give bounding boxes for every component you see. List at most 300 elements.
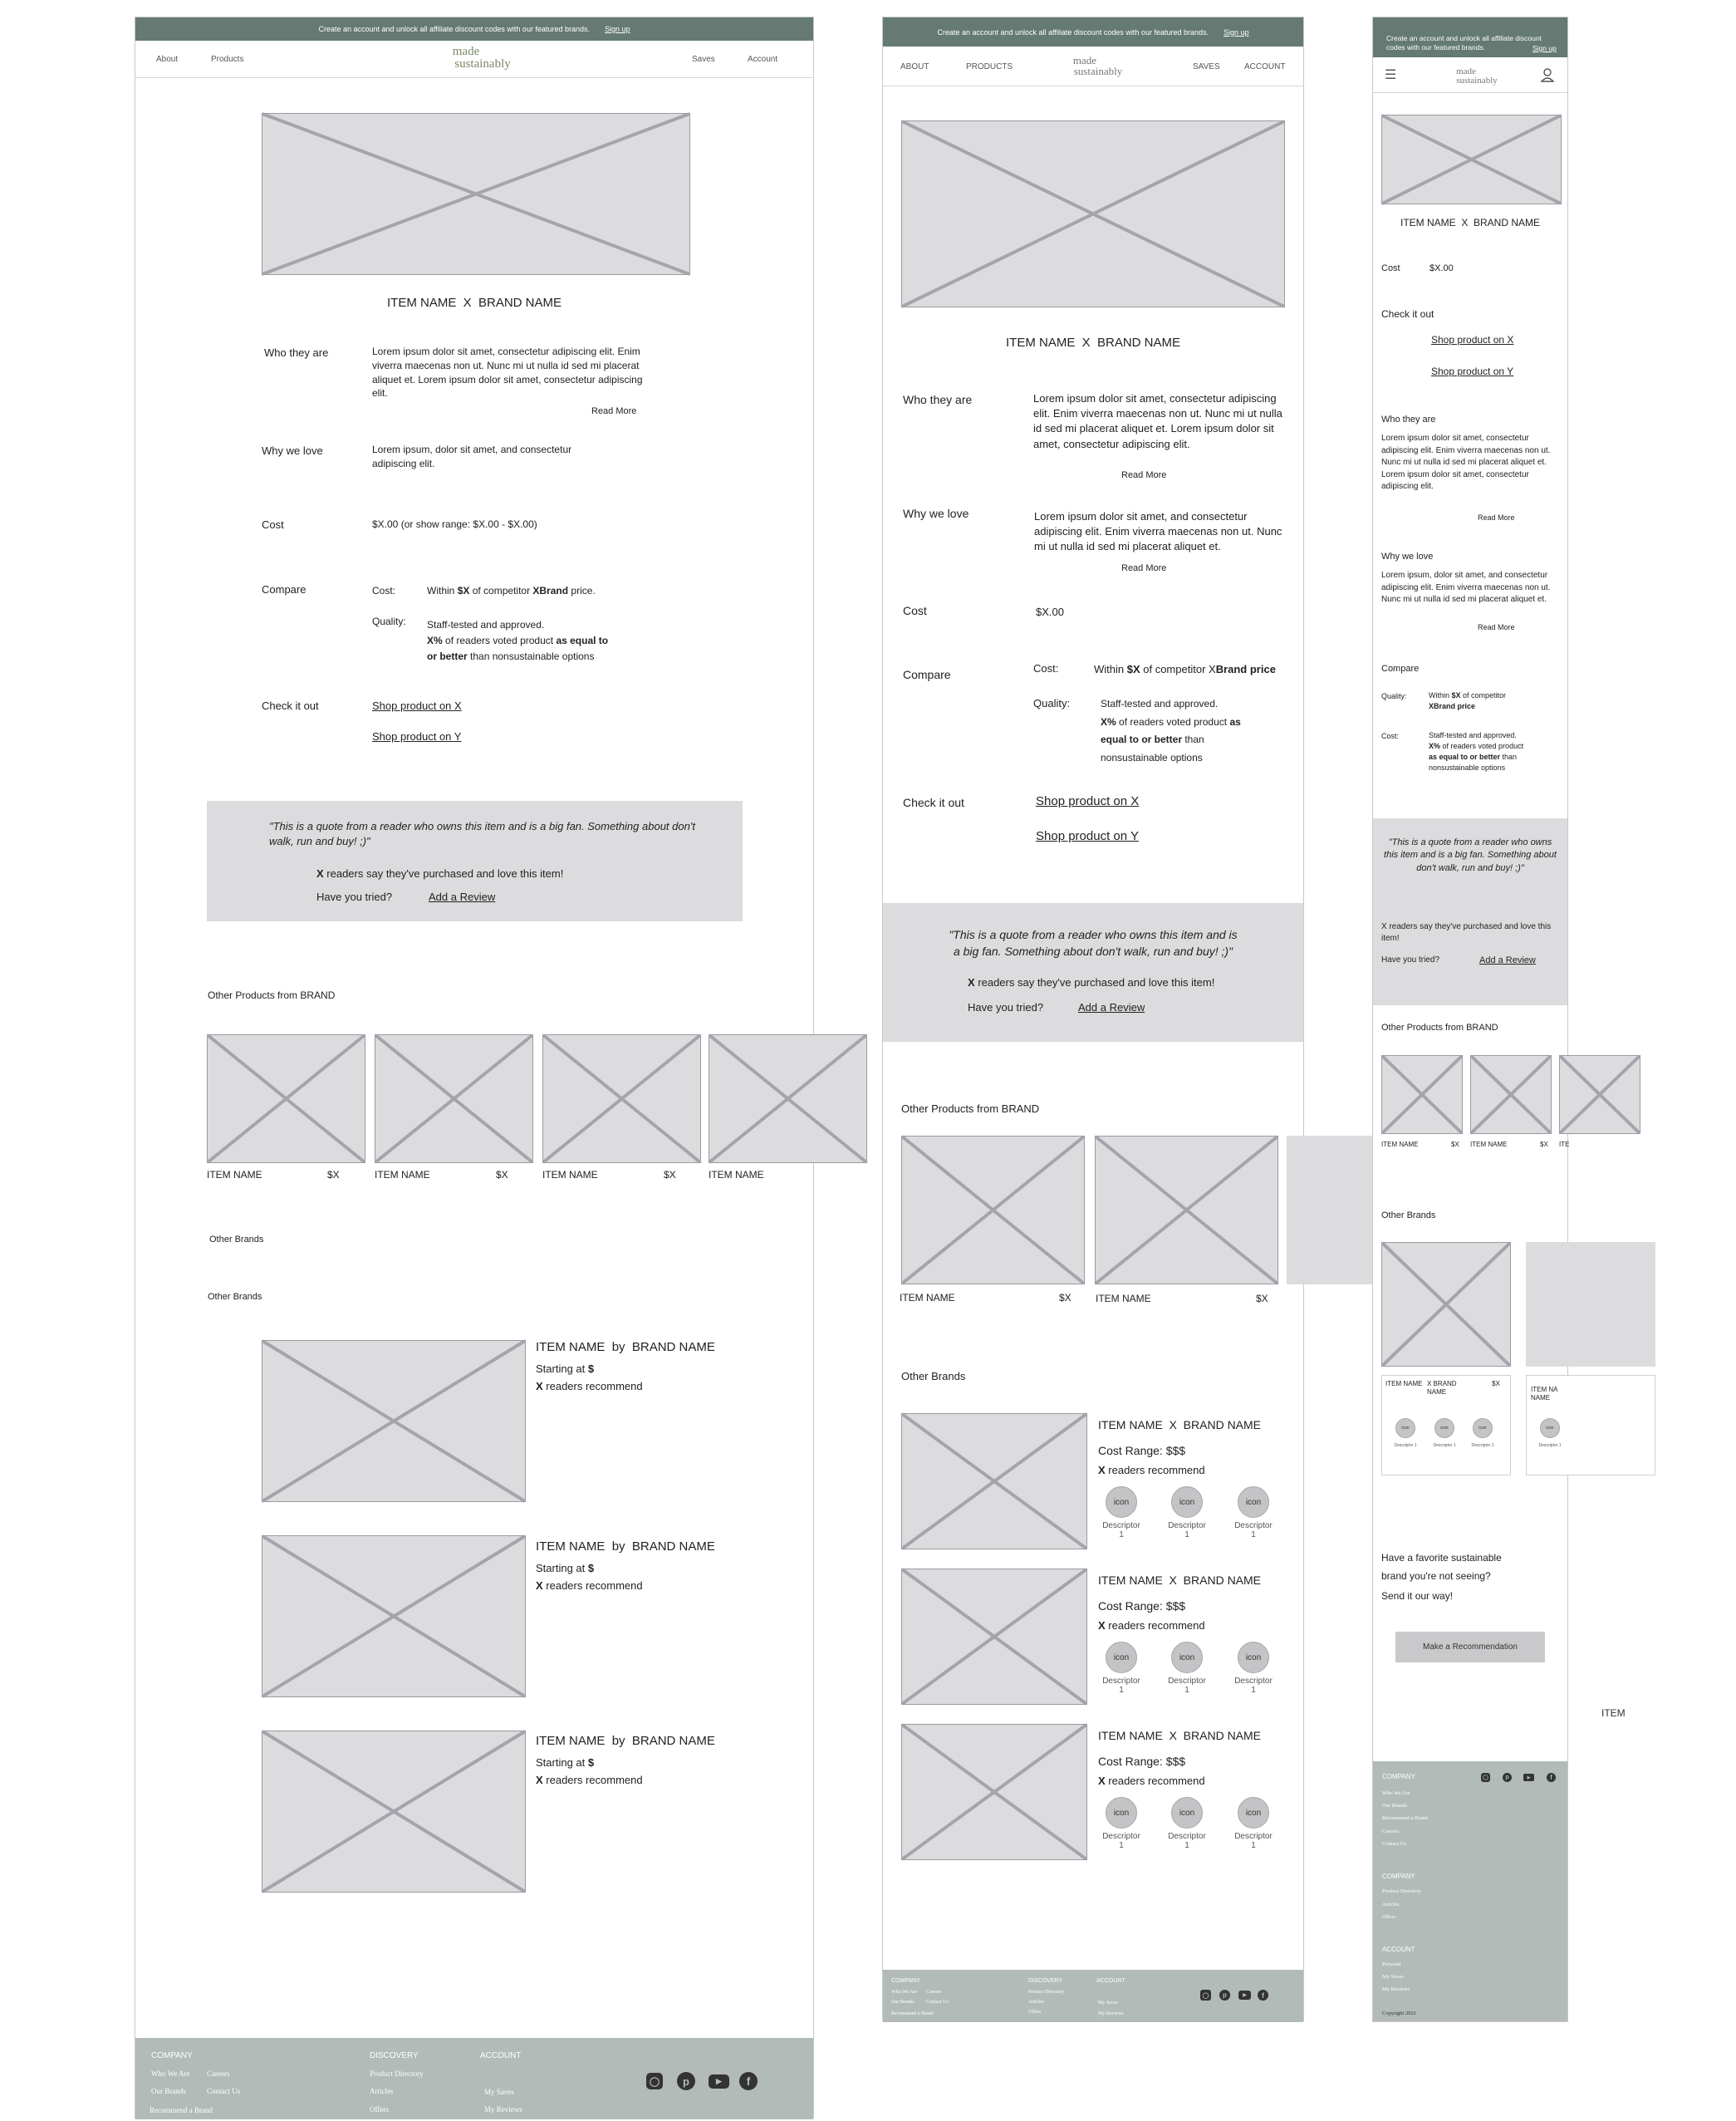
text-line: Descriptor (1234, 1832, 1273, 1841)
compare-cost-text (427, 585, 596, 597)
text-line: Descriptor (1234, 1677, 1273, 1686)
banner-text: Create an account and unlock all affiliate discount (1386, 34, 1542, 42)
who-text: Lorem ipsum dolor sit amet, consectetur adipiscing elit. Enim viverra maecenas non ut. Nunc mi ut nulla id sed mi placerat aliquet et. Lorem ipsum dolor sit amet, consectetur adipiscing elit. (1033, 392, 1282, 450)
facebook-icon[interactable]: f (1258, 1990, 1268, 2001)
text-span: Within (1094, 663, 1127, 675)
text-span: as (1229, 715, 1241, 728)
cost-label: Cost (262, 518, 284, 531)
hero-image (262, 113, 690, 275)
other-brands-heading: Other Brands (209, 1235, 264, 1245)
brand-card-item: ITEM NAME (1385, 1380, 1423, 1387)
tablet-frame (882, 17, 1304, 2021)
who-text: Lorem ipsum dolor sit amet, consectetur adipiscing elit. Enim viverra maecenas non ut. Nunc mi ut nulla id sed mi placerat aliquet et. Lorem ipsum dolor sit amet, consectetur adipiscing elit. (372, 346, 643, 400)
descriptor-label (1162, 1521, 1212, 1539)
text-line (1429, 741, 1566, 752)
logo-line1: made (452, 45, 480, 58)
add-review-link[interactable]: Add a Review (429, 891, 496, 903)
nav-products[interactable]: PRODUCTS (966, 62, 1013, 71)
footer-link-contact-us[interactable]: Contact Us (926, 2000, 949, 2005)
logo-line2: sustainably (1456, 76, 1498, 86)
check-label: Check it out (1381, 308, 1434, 320)
footer-link-offers[interactable]: Offers (1028, 2010, 1042, 2015)
nav-products[interactable]: Products (211, 55, 244, 64)
descriptor-icon: icon (1171, 1486, 1203, 1518)
product-name: ITEM NAME (1096, 1293, 1151, 1304)
footer-link-offers[interactable]: Offers (370, 2105, 389, 2114)
text-span: $ (587, 1562, 595, 1574)
why-label: Why we love (262, 444, 323, 457)
brand-item-title (536, 1539, 715, 1554)
who-label: Who they are (903, 393, 973, 406)
menu-icon[interactable]: ☰ (1385, 68, 1397, 82)
shop-x-link[interactable]: Shop product on X (1036, 794, 1140, 808)
text-span: BRAND NAME (631, 1539, 715, 1554)
product-price: $X (664, 1169, 676, 1181)
footer-link-my-saves[interactable]: My Saves (484, 2088, 514, 2096)
brand-image[interactable] (1526, 1242, 1655, 1367)
product-thumb[interactable] (542, 1034, 701, 1163)
descriptor-label (1228, 1677, 1278, 1695)
footer-link-who-we-are[interactable]: Who We Are (1382, 1790, 1410, 1796)
purchased-text (316, 867, 563, 880)
footer-link-careers[interactable]: Careers (207, 2069, 230, 2078)
brand-card-info (1381, 1375, 1511, 1475)
quote-line: "This is a quote from a reader who owns this item and is (949, 928, 1238, 941)
promo-banner (1373, 17, 1567, 57)
brand-image[interactable] (262, 1535, 526, 1697)
product-thumb[interactable] (1381, 1055, 1463, 1134)
product-price: $X (327, 1169, 340, 1181)
quote-text: "This is a quote from a reader who owns this item and is a big fan. Something about don't walk, run and buy! ;)" (1384, 837, 1557, 873)
product-name: ITEM NAME (1381, 1141, 1419, 1148)
brand-starting-price (536, 1362, 594, 1375)
text-span: Within (427, 585, 458, 597)
brand-item-title: ITEM NAME X BRAND NAME (1098, 1574, 1262, 1587)
text-line: Staff-tested and approved. (427, 619, 545, 631)
text-line: 1 (1119, 1530, 1124, 1539)
product-price: $X (1256, 1293, 1268, 1304)
compare-cost-text (1429, 730, 1566, 773)
product-price: $X (1451, 1141, 1459, 1148)
text-span: than nonsustainable options (467, 651, 595, 663)
product-thumb[interactable] (709, 1034, 867, 1163)
brand-recommend (536, 1579, 643, 1592)
descriptor-label (1228, 1832, 1278, 1850)
descriptor-icon: icon (1106, 1797, 1137, 1829)
text-line: 1 (1184, 1686, 1189, 1695)
footer-company-heading: COMPANY (1382, 1873, 1415, 1880)
other-brands-heading: Other Brands (208, 1292, 262, 1302)
promo-banner (883, 17, 1303, 47)
descriptor-icon: icon (1473, 1418, 1493, 1438)
descriptor-icon: icon (1171, 1797, 1203, 1829)
quote-text: "This is a quote from a reader who owns this item and is a big fan. Something about don't walk, run and buy! ;)" (269, 820, 695, 848)
cost-value: $X.00 (or show range: $X.00 - $X.00) (372, 518, 537, 530)
footer-link-recommend-brand[interactable]: Recommend a Brand (1382, 1815, 1428, 1821)
reader-quote-box (207, 801, 743, 921)
footer-link-recommend-brand[interactable]: Recommend a Brand (891, 2011, 934, 2016)
descriptor-label (1096, 1521, 1146, 1539)
pinterest-icon[interactable]: p (677, 2072, 695, 2090)
text-span: readers say they've purchased and love this item! (323, 867, 564, 880)
youtube-icon[interactable]: ▶ (1238, 1991, 1251, 2000)
descriptor-icon: icon (1106, 1486, 1137, 1518)
text-line: 1 (1184, 1841, 1189, 1850)
footer-account-heading: ACCOUNT (480, 2051, 522, 2060)
text-line: Staff-tested and approved. (1429, 731, 1517, 739)
text-line: 1 (1251, 1530, 1256, 1539)
favorite-brand-line: brand you're not seeing? (1381, 1570, 1491, 1582)
footer-link-my-saves[interactable]: My Saves (1098, 2001, 1118, 2006)
text-span: ITEM NAME (536, 1539, 606, 1554)
text-span: Starting at (536, 1756, 588, 1769)
text-span: XBrand price (1429, 702, 1476, 711)
logo-line1: made (1072, 54, 1097, 66)
compare-label: Compare (262, 583, 306, 596)
brand-cost-range: Cost Range: $$$ (1098, 1755, 1186, 1768)
product-thumb[interactable] (1095, 1136, 1278, 1284)
descriptor-label: Descriptor 1 (1394, 1443, 1417, 1448)
purchased-text: X readers say they've purchased and love this item! (1381, 922, 1552, 943)
footer-link-articles[interactable]: Articles (370, 2087, 394, 2095)
logo-line2: sustainably (454, 57, 511, 71)
account-icon[interactable] (1540, 67, 1555, 82)
logo-line1: made (1456, 66, 1476, 76)
product-title: ITEM NAME X BRAND NAME (1400, 217, 1541, 228)
product-name: ITEM NAME (1470, 1141, 1508, 1148)
favorite-brand-line: Send it our way! (1381, 1590, 1454, 1602)
footer-link-contact-us[interactable]: Contact Us (207, 2087, 241, 2095)
text-span: X% (1429, 742, 1441, 751)
compare-cost-text (1094, 663, 1276, 675)
footer-link-recommend-brand[interactable]: Recommend a Brand (150, 2106, 213, 2114)
descriptor-label (1162, 1677, 1212, 1695)
text-span: $ (587, 1362, 595, 1375)
shop-x-link[interactable]: Shop product on X (1431, 334, 1514, 346)
descriptor-icon: icon (1238, 1486, 1269, 1518)
hero-image (1381, 115, 1562, 204)
footer-link-careers[interactable]: Careers (1382, 1829, 1399, 1834)
who-label: Who they are (264, 346, 329, 359)
footer-link-contact-us[interactable]: Contact Us (1382, 1841, 1407, 1847)
product-thumb[interactable] (1470, 1055, 1552, 1134)
text-span: Brand price (1215, 663, 1276, 675)
text-line (427, 633, 668, 649)
descriptor-label (1162, 1832, 1212, 1850)
footer-link-our-brands[interactable]: Our Brands (891, 2000, 915, 2005)
why-label: Why we love (1381, 552, 1434, 562)
pinterest-icon[interactable]: p (1219, 1990, 1230, 2001)
product-thumb[interactable] (1559, 1055, 1640, 1134)
product-title: ITEM NAME X BRAND NAME (386, 296, 562, 310)
text-span: of competitor (469, 585, 533, 597)
banner-text: Create an account and unlock all affiliate discount codes with our featured brands. (318, 25, 590, 33)
text-span: X (1098, 1464, 1106, 1476)
nav-about[interactable]: ABOUT (900, 62, 929, 71)
compare-cost-label: Cost: (372, 585, 396, 597)
other-products-heading: Other Products from BRAND (208, 989, 336, 1001)
text-span: ITEM NAME (536, 1734, 606, 1748)
product-price: $X (1059, 1292, 1072, 1304)
brand-recommend (1098, 1464, 1205, 1476)
descriptor-label (1096, 1832, 1146, 1850)
add-review-link[interactable]: Add a Review (1078, 1001, 1145, 1014)
who-label: Who they are (1381, 415, 1436, 425)
product-name: ITEM NAME (900, 1292, 955, 1304)
descriptor-icon: icon (1238, 1797, 1269, 1829)
youtube-icon[interactable]: ▶ (709, 2074, 729, 2089)
product-thumb[interactable] (375, 1034, 533, 1163)
text-span: Starting at (536, 1562, 588, 1574)
brand-item-title (536, 1340, 715, 1354)
footer-copyright: Copyright 2021 (1382, 2011, 1416, 2016)
text-line: Descriptor (1168, 1832, 1206, 1841)
footer-link-my-reviews[interactable]: My Reviews (484, 2105, 522, 2114)
reader-quote-box (883, 903, 1303, 1042)
descriptor-label: Descriptor 1 (1433, 1443, 1456, 1448)
signup-link[interactable]: Sign up (1224, 27, 1249, 37)
descriptor-icon: icon (1540, 1418, 1560, 1438)
product-title: ITEM NAME X BRAND NAME (1005, 336, 1181, 350)
nav-account[interactable]: Account (748, 55, 778, 64)
site-footer (1373, 1761, 1567, 2021)
text-line: 1 (1251, 1841, 1256, 1850)
have-tried-text: Have you tried? (316, 891, 393, 903)
text-span: by (611, 1340, 625, 1354)
quote-line: a big fan. Something about don't walk, run and buy! ;)" (953, 945, 1233, 958)
youtube-icon[interactable]: ▶ (1523, 1774, 1534, 1781)
brand-image[interactable] (262, 1340, 526, 1502)
hero-image (901, 120, 1285, 307)
text-line (1429, 701, 1562, 712)
product-price: $X (496, 1169, 508, 1181)
brand-card-item: ITEM NA NAME (1531, 1386, 1558, 1402)
text-span: X (536, 1380, 543, 1392)
desktop-frame (135, 17, 814, 2119)
descriptor-icon: icon (1434, 1418, 1454, 1438)
text-span: Starting at (536, 1362, 588, 1375)
cost-label: Cost (903, 604, 927, 617)
brand-recommend (1098, 1619, 1205, 1632)
compare-label: Compare (903, 668, 951, 681)
footer-link-my-reviews[interactable]: My Reviews (1382, 1986, 1410, 1992)
text-span: readers recommend (542, 1380, 643, 1392)
shop-y-link[interactable]: Shop product on Y (1036, 829, 1139, 843)
banner-text: codes with our featured brands. (1386, 43, 1486, 52)
product-thumb[interactable] (207, 1034, 365, 1163)
instagram-icon[interactable]: ◯ (646, 2073, 663, 2089)
footer-company-heading: COMPANY (1382, 1773, 1415, 1780)
why-text: Lorem ipsum, dolor sit amet, and consectetur adipiscing elit. Enim viverra maecenas non ut. Nunc mi ut nulla id sed mi placerat aliquet et. (1381, 571, 1551, 604)
signup-link[interactable]: Sign up (605, 25, 630, 33)
text-span: of readers voted product (442, 635, 557, 647)
text-line: Descriptor (1102, 1521, 1140, 1530)
brand-cost-range: Cost Range: $$$ (1098, 1599, 1186, 1613)
text-line: Descriptor (1234, 1521, 1273, 1530)
site-logo[interactable] (1431, 67, 1514, 86)
text-span: than (1500, 753, 1518, 762)
brand-image[interactable] (901, 1413, 1087, 1549)
compare-quality-text (427, 617, 668, 665)
text-span: X (536, 1774, 543, 1786)
compare-label: Compare (1381, 664, 1420, 674)
brand-item-title: ITEM NAME X BRAND NAME (1098, 1418, 1262, 1431)
footer-company-heading: COMPANY (891, 1978, 920, 1984)
instagram-icon[interactable]: ◯ (1200, 1990, 1211, 2001)
footer-link-our-brands[interactable]: Our Brands (1382, 1803, 1408, 1809)
compare-quality-label: Quality: (372, 616, 406, 627)
footer-link-articles[interactable]: Articles (1028, 2000, 1044, 2005)
descriptor-label: Descriptor 1 (1471, 1443, 1494, 1448)
who-text: Lorem ipsum dolor sit amet, consectetur adipiscing elit. Enim viverra maecenas non ut. Nunc mi ut nulla id sed mi placerat aliquet et. Lorem ipsum dolor sit amet, consectetur adipiscing elit. (1381, 434, 1551, 491)
brand-starting-price (536, 1756, 594, 1769)
cost-value: $X.00 (1036, 606, 1064, 618)
text-line: 1 (1119, 1686, 1124, 1695)
mobile-frame (1372, 17, 1568, 2022)
stray-item-label: ITEM (1601, 1707, 1626, 1719)
text-span: of readers voted product (1116, 715, 1230, 728)
text-span: X (1098, 1775, 1106, 1787)
nav-about[interactable]: About (156, 55, 179, 64)
pinterest-icon[interactable]: p (1503, 1773, 1512, 1782)
main-nav (135, 41, 813, 78)
brand-image[interactable] (901, 1724, 1087, 1860)
brand-starting-price (536, 1562, 594, 1574)
site-logo[interactable] (434, 46, 517, 71)
site-logo[interactable] (1052, 55, 1135, 76)
text-span: BRAND NAME (631, 1340, 715, 1354)
have-tried-text: Have you tried? (1381, 955, 1440, 965)
footer-link-who-we-are[interactable]: Who We Are (151, 2069, 190, 2078)
text-line (1101, 714, 1292, 732)
text-span: Within (1429, 691, 1452, 700)
descriptor-icon: icon (1171, 1642, 1203, 1673)
site-footer (883, 1970, 1303, 2022)
compare-quality-label: Quality: (1381, 692, 1407, 700)
footer-account-heading: ACCOUNT (1096, 1978, 1125, 1984)
facebook-icon[interactable]: f (1547, 1773, 1556, 1782)
product-name: ITEM NAME (375, 1169, 430, 1181)
add-review-link[interactable]: Add a Review (1479, 955, 1536, 965)
product-thumb[interactable] (901, 1136, 1085, 1284)
make-recommendation-button[interactable]: Make a Recommendation (1395, 1632, 1545, 1662)
nav-saves[interactable]: SAVES (1193, 62, 1220, 71)
main-nav (1373, 57, 1567, 93)
shop-y-link[interactable]: Shop product on Y (372, 730, 462, 743)
facebook-icon[interactable]: f (739, 2072, 758, 2090)
signup-link[interactable]: Sign up (1532, 44, 1557, 52)
footer-link-product-directory[interactable]: Product Directory (370, 2069, 424, 2078)
why-text: Lorem ipsum, dolor sit amet, and consectetur adipiscing elit. (372, 444, 572, 469)
site-footer (135, 2038, 813, 2119)
footer-link-careers[interactable]: Careers (926, 1990, 942, 1995)
footer-company-heading: COMPANY (151, 2051, 193, 2060)
nav-account[interactable]: ACCOUNT (1244, 62, 1286, 71)
text-span: X (968, 976, 975, 989)
reader-quote-box (1373, 818, 1567, 1005)
compare-cost-label: Cost: (1381, 732, 1400, 740)
text-span: ITEM NAME (536, 1340, 606, 1354)
brand-image[interactable] (901, 1569, 1087, 1705)
footer-link-who-we-are[interactable]: Who We Are (891, 1990, 918, 1995)
text-line: 1 (1251, 1686, 1256, 1695)
text-line: Descriptor (1102, 1677, 1140, 1686)
other-brands-heading: Other Brands (1381, 1210, 1436, 1220)
have-tried-text: Have you tried? (968, 1001, 1044, 1014)
descriptor-label (1096, 1677, 1146, 1695)
text-span: X (316, 867, 324, 880)
who-read-more[interactable]: Read More (1121, 470, 1167, 480)
banner-text: Create an account and unlock all affiliate discount codes with our featured brands. (937, 27, 1209, 37)
brand-item-title: ITEM NAME X BRAND NAME (1098, 1729, 1262, 1742)
who-read-more[interactable]: Read More (591, 406, 637, 416)
footer-link-personal[interactable]: Personal (1382, 1961, 1401, 1967)
who-read-more[interactable]: Read More (1478, 513, 1515, 522)
descriptor-label (1228, 1521, 1278, 1539)
footer-link-my-reviews[interactable]: My Reviews (1098, 2011, 1124, 2016)
text-span: X (536, 1579, 543, 1592)
product-price: $X (1540, 1141, 1548, 1148)
text-span: readers recommend (1105, 1775, 1205, 1787)
other-brands-heading: Other Brands (901, 1370, 966, 1382)
footer-account-heading: ACCOUNT (1382, 1946, 1415, 1953)
promo-banner (135, 17, 813, 41)
check-label: Check it out (903, 796, 964, 809)
text-line (1429, 752, 1566, 763)
check-label: Check it out (262, 700, 319, 712)
brand-image[interactable] (262, 1731, 526, 1893)
why-read-more[interactable]: Read More (1121, 563, 1167, 573)
other-products-heading: Other Products from BRAND (901, 1102, 1040, 1115)
why-read-more[interactable]: Read More (1478, 623, 1515, 631)
compare-quality-label: Quality: (1033, 697, 1071, 709)
footer-link-my-saves[interactable]: My Saves (1382, 1974, 1404, 1980)
text-span: by (611, 1734, 625, 1748)
logo-line2: sustainably (1073, 65, 1123, 77)
text-span: of competitor (1460, 691, 1507, 700)
brand-card-brand: X BRAND NAME (1427, 1380, 1457, 1397)
footer-link-offers[interactable]: Offers (1382, 1914, 1396, 1920)
text-span: X% (1101, 715, 1116, 728)
text-span: as equal to (556, 635, 609, 647)
text-line: 1 (1119, 1841, 1124, 1850)
text-span: X (1098, 1619, 1106, 1632)
other-products-heading: Other Products from BRAND (1381, 1023, 1498, 1033)
shop-x-link[interactable]: Shop product on X (372, 700, 462, 712)
text-span: BRAND NAME (631, 1734, 715, 1748)
brand-recommend (536, 1774, 643, 1786)
favorite-brand-line: Have a favorite sustainable (1381, 1552, 1502, 1564)
footer-link-product-directory[interactable]: Product Directory (1028, 1990, 1065, 1995)
footer-link-articles[interactable]: Articles (1382, 1902, 1400, 1907)
brand-card-price: $X (1492, 1380, 1500, 1387)
brand-recommend (536, 1380, 643, 1392)
product-name: ITEM NAME (207, 1169, 262, 1181)
cost-value: $X.00 (1430, 263, 1454, 273)
nav-saves[interactable]: Saves (692, 55, 715, 64)
compare-cost-label: Cost: (1033, 662, 1059, 675)
brand-image[interactable] (1381, 1242, 1511, 1367)
brand-card-info (1526, 1375, 1655, 1475)
shop-y-link[interactable]: Shop product on Y (1431, 366, 1514, 377)
compare-quality-text (1429, 690, 1562, 712)
brand-recommend (1098, 1775, 1205, 1787)
product-name: ITEM NAME (542, 1169, 598, 1181)
footer-link-our-brands[interactable]: Our Brands (151, 2087, 186, 2095)
instagram-icon[interactable]: ◯ (1481, 1773, 1490, 1782)
text-line (1429, 690, 1562, 701)
footer-link-product-directory[interactable]: Product Directory (1382, 1888, 1421, 1894)
